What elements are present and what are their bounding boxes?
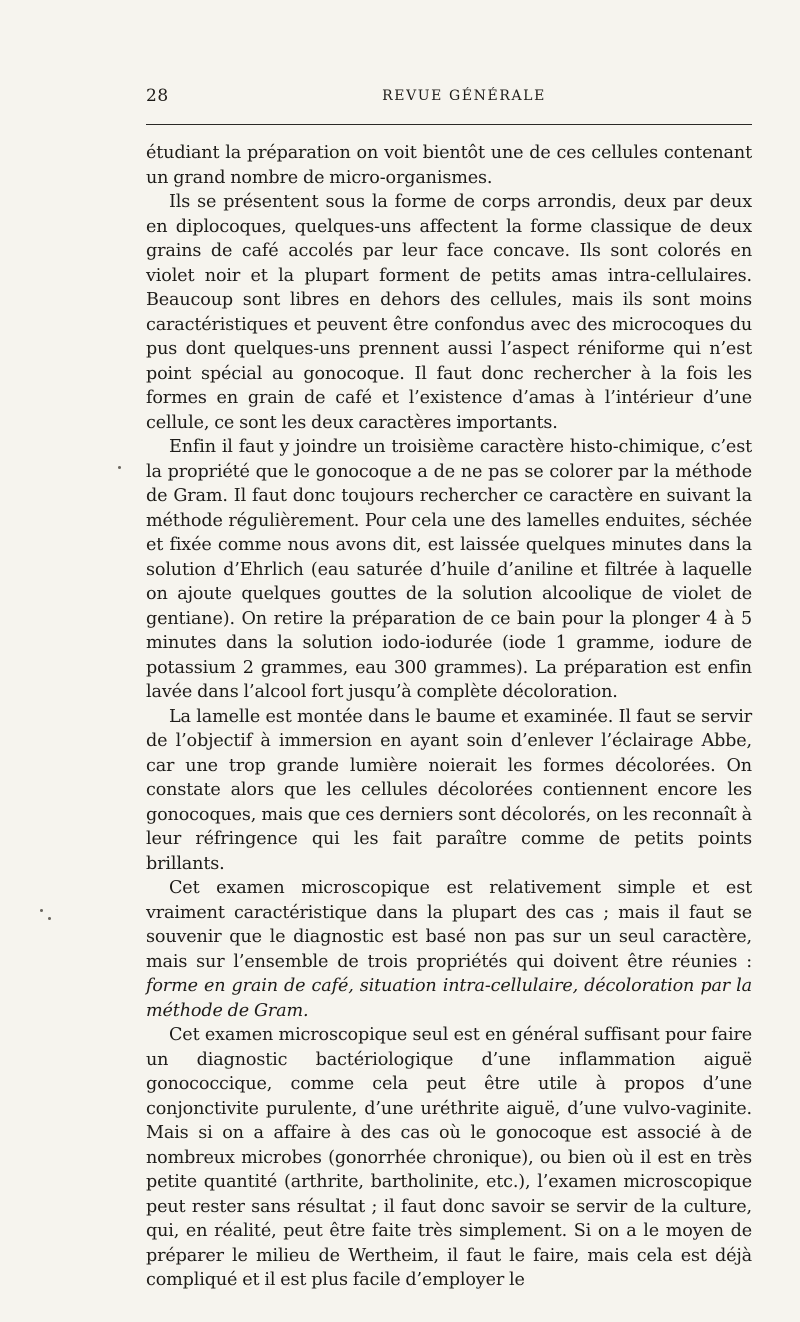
- paragraph-gram-method: Enfin il faut y joindre un troisième caractère histo-chimique, c’est la propriété que le gonocoque a de ne pas se colorer par la méthode de Gram. Il faut donc toujours rechercher ce caractère en suivant la méthode régulièrement. Pour cela une des lamelles enduites, séchée et fixée comme nous avons dit, est laissée quelques minutes dans la solution d’Ehrlich (eau saturée d’huile d’aniline et filtrée à laquelle on ajoute quelques gouttes de la solution alcoolique de violet de gentiane). On retire la préparation de ce bain pour la plonger 4 à 5 minutes dans la solution iodo-iodurée (iode 1 gramme, iodure de potassium 2 grammes, eau 300 grammes). La préparation est enfin lavée dans l’alcool fort jusqu’à complète décoloration.: [146, 437, 752, 702]
- paragraph-diplocoques: Ils se présentent sous la forme de corps arrondis, deux par deux en diplocoques, quelques-uns affectent la forme classique de deux grains de café accolés par leur face concave. Ils sont colorés en violet noir et la plupart forment de petits amas intra-cellulaires. Beaucoup sont libres en dehors des cellules, mais ils sont moins caractéristiques et peuvent être confondus avec des microcoques du pus dont quelques-uns prennent aussi l’aspect réniforme qui n’est point spécial au gonocoque. Il faut donc rechercher à la fois les formes en grain de café et l’existence d’amas à l’intérieur d’une cellule, ce sont les deux caractères importants.: [146, 192, 752, 433]
- header-rule: [146, 124, 752, 125]
- paper-speck: [40, 909, 43, 912]
- body-text: [146, 141, 752, 1293]
- paper-speck: [118, 466, 121, 469]
- paper-speck: [48, 917, 51, 920]
- paragraph-lamelle: La lamelle est montée dans le baume et examinée. Il faut se servir de l’objectif à immersion en ayant soin d’enlever l’éclairage Abbe, car une trop grande lumière noierait les formes décolorées. On constate alors que les cellules décolorées contiennent encore les gonocoques, mais que ces derniers sont décolorés, on les reconnaît à leur réfringence qui les fait paraître comme de petits points brillants.: [146, 706, 752, 874]
- paragraph-continued: étudiant la préparation on voit bientôt une de ces cellules contenant un grand nombre de micro-organismes.: [146, 143, 752, 188]
- examen-intro-text: Cet examen microscopique est relativement simple et est vraiment caractéristique dans la plupart des cas ; mais il faut se souvenir que le diagnostic est basé non pas sur un seul caractère, mais sur l’ensemble de trois propriétés qui doivent être réunies :: [146, 878, 752, 972]
- journal-title: REVUE GÉNÉRALE: [382, 88, 546, 104]
- running-head: [146, 86, 752, 112]
- paragraph-culture: Cet examen microscopique seul est en général suffisant pour faire un diagnostic bactériologique d’une inflammation aiguë gonococcique, comme cela peut être utile à propos d’une conjonctivite purulente, d’une uréthrite aiguë, d’une vulvo-vaginite. Mais si on a affaire à des cas où le gonocoque est associé à de nombreux microbes (gonorrhée chronique), ou bien où il est en très petite quantité (arthrite, bartholinite, etc.), l’examen microscopique peut rester sans résultat ; il faut donc savoir se servir de la culture, qui, en réalité, peut être faite très simplement. Si on a le moyen de préparer le milieu de Wertheim, il faut le faire, mais cela est déjà compliqué et il est plus facile d’employer le: [146, 1025, 752, 1290]
- paragraph-examen-simple: [146, 876, 752, 1023]
- three-properties-italic: forme en grain de café, situation intra-cellulaire, décoloration par la méthode de Gram.: [146, 976, 752, 1021]
- page-number: 28: [146, 86, 169, 106]
